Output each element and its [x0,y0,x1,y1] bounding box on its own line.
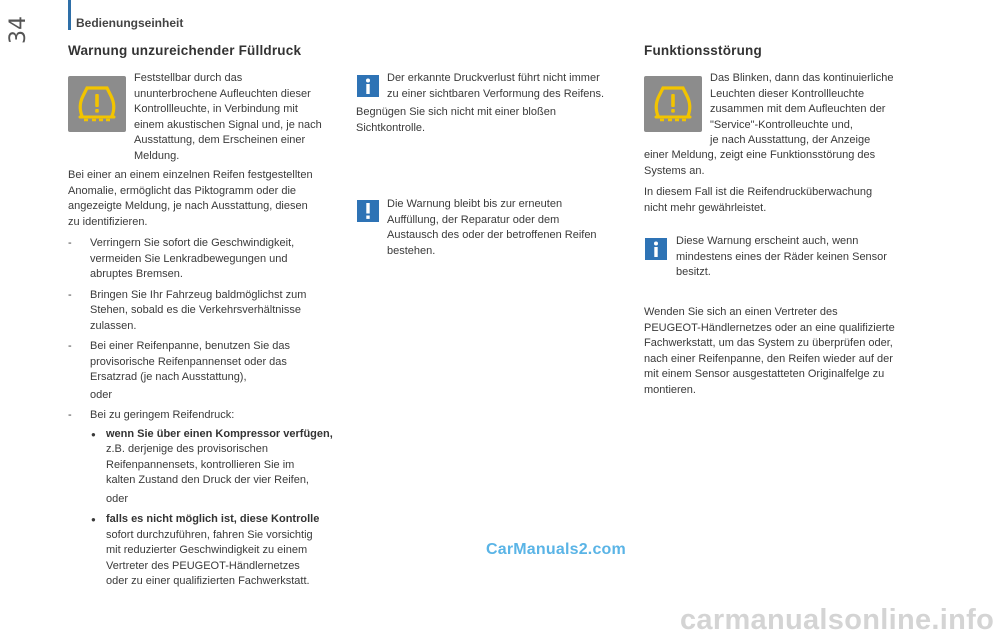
section-accent-bar [68,0,71,30]
oder-text: oder [90,388,113,401]
text-line: Fachwerkstatt, um das System zu überprüfen oder, [644,337,893,349]
exclamation-icon [357,200,379,222]
left-intro-line: Meldung. [134,149,180,162]
right-intro [710,71,930,149]
right-final [644,305,934,398]
text-line: provisorische Reifenpannenset oder das [90,355,287,368]
sub-list [90,427,353,489]
text-line: Vertreter des PEUGEOT-Händlernetzes [106,559,300,572]
text-line: - Bringen Sie Ihr Fahrzeug baldmöglichst zum [90,288,307,301]
middle-info-2 [387,197,637,259]
left-paragraph [68,168,353,230]
text-line: mindestens eines der Räder keinen Sensor [676,250,887,263]
watermark-carmanualsonline[interactable]: carmanualsonline.info [680,604,994,636]
text-line: sofort durchzuführen, fahren Sie vorsichtig [106,528,313,541]
list-item [68,236,353,283]
info-icon [357,75,379,97]
text-line: Begnügen Sie sich nicht mit einer bloßen [356,106,556,118]
text-line: abruptes Bremsen. [90,268,183,280]
text-line: Die Warnung bleibt bis zur erneuten [387,198,563,210]
tire-pressure-warning-icon [68,76,126,132]
text-line: Der erkannte Druckverlust führt nicht immer [387,72,600,84]
text-line: Diese Warnung erscheint auch, wenn [676,235,859,247]
text-line: kalten Zustand den Druck der vier Reifen, [106,474,309,486]
text-line: mit einem Sensor ausgestatteten Originalfelge zu [644,368,885,380]
text-line: Leuchten dieser Kontrollleuchte [710,87,865,100]
right-intro-cont [644,148,934,179]
right-paragraph [644,185,934,216]
text-line: je nach Ausstattung, der Anzeige [710,134,871,146]
text-line: Systems an. [644,164,705,177]
right-body [644,148,934,216]
left-body [68,168,353,595]
text-line: Ersatzrad (je nach Ausstattung), [90,371,247,383]
text-line: Reifenpannensets, kontrollieren Sie im [106,458,295,471]
sub-list-item [90,427,353,489]
list-item [68,339,353,386]
text-line: zusammen mit dem Aufleuchten der [710,103,886,115]
text-line: Auffüllung, der Reparatur oder dem [387,213,560,226]
left-column [68,43,348,58]
text-line: "Service"-Kontrolleuchte und, [710,118,853,131]
bold-text: wenn Sie über einen Kompressor verfügen, [106,427,333,440]
text-line: zu identifizieren. [68,215,148,228]
text-line: Bei einer an einem einzelnen Reifen festgestellten [68,169,313,181]
left-heading: Warnung unzureichender Fülldruck [68,43,302,58]
text-line: oder zu einer qualifizierten Fachwerkstatt. [106,575,310,587]
oder-text: oder [106,492,129,505]
sub-list-item [90,512,353,590]
left-intro-line: einem akustischen Signal und, je nach [134,118,322,131]
text-line: Anomalie, ermöglicht das Piktogramm oder die [68,184,297,197]
text-line: montieren. [644,383,696,396]
right-heading: Funktionsstörung [644,43,762,58]
text-line: zu einer sichtbaren Verformung des Reifens. [387,87,605,100]
right-info [676,234,926,281]
left-intro [134,71,354,164]
left-intro-line: Feststellbar durch das [134,72,243,84]
text-line: - Bei zu geringem Reifendruck: [90,409,235,421]
text-line: Sichtkontrolle. [356,121,426,134]
watermark-carmanuals[interactable]: CarManuals2.com [486,541,626,558]
right-heading-wrap [644,43,924,58]
left-intro-line: ununterbrochene Aufleuchten dieser [134,87,311,100]
section-title: Bedienungseinheit [76,16,184,30]
text-line: angezeigte Meldung, je nach Ausstattung, diesen [68,200,308,212]
text-line: z.B. derjenige des provisorischen [106,443,269,455]
text-line: bestehen. [387,244,436,257]
text-line: vermeiden Sie Lenkradbewegungen und [90,252,288,265]
text-line: nicht mehr gewährleistet. [644,201,767,214]
list-item [68,288,353,335]
text-line: In diesem Fall ist die Reifendrucküberwachung [644,186,873,198]
text-line: zulassen. [90,319,137,332]
page-number: 34 [6,16,31,44]
text-line: nach einer Reifenpanne, den Reifen wieder auf der [644,352,893,365]
list-item [68,408,353,590]
left-intro-line: Kontrollleuchte, in Verbindung mit [134,103,298,115]
text-line: - Bei einer Reifenpanne, benutzen Sie das [90,340,290,352]
text-line: - Verringern Sie sofort die Geschwindigkeit, [90,237,295,249]
instruction-list-2 [68,408,353,590]
info-icon [645,238,667,260]
text-line: besitzt. [676,266,711,278]
text-line: einer Meldung, zeigt eine Funktionsstörung des [644,149,876,161]
middle-paragraph [356,105,636,136]
instruction-list [68,236,353,386]
text-line: Das Blinken, dann das kontinuierliche [710,72,894,84]
text-line: Austausch des oder der betroffenen Reifen [387,229,597,241]
bold-text: falls es nicht möglich ist, diese Kontrolle [106,513,320,525]
text-line: mit reduzierter Geschwindigkeit zu einem [106,544,308,556]
text-line: Stehen, sobald es die Verkehrsverhältnisse [90,304,301,316]
middle-info-1 [387,71,637,102]
sub-list [90,512,353,590]
text-line: PEUGEOT-Händlernetzes oder an eine qualifizierte [644,321,895,334]
tire-pressure-warning-icon [644,76,702,132]
text-line: Wenden Sie sich an einen Vertreter des [644,306,838,318]
left-intro-line: Ausstattung, dem Erscheinen einer [134,134,306,146]
